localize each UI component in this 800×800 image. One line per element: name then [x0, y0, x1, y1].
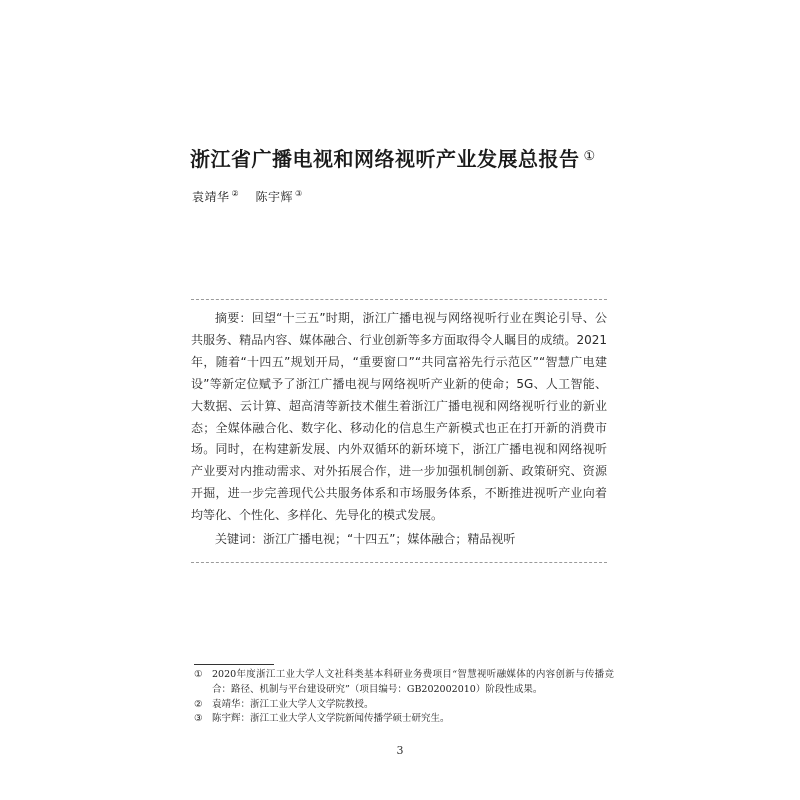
- abstract-bottom-divider: [191, 562, 607, 563]
- footnote-2: [194, 698, 614, 713]
- author-line: [192, 188, 303, 205]
- footnote-3-marker: ③: [194, 713, 203, 725]
- abstract-top-divider: [191, 299, 607, 300]
- footnote-1-marker: ①: [194, 669, 203, 680]
- abstract-paragraph: 摘要：回望“十三五”时期，浙江广播电视与网络视听行业在舆论引导、公共服务、精品内容、媒体融合、行业创新等多方面取得令人瞩目的成绩。2021年，随着“十四五”规划开局，“重要窗口”“共同富裕先行示范区”“智慧广电建设”等新定位赋予了浙江广播电视与网络视听产业新的使命；5G、人工智能、大数据、云计算、超高清等新技术催生着浙江广播电视和网络视听行业的新业态；全媒体融合化、数字化、移动化的信息生产新模式也正在打开新的消费市场。同时，在构建新发展、内外双循环的新环境下，浙江广播电视和网络视听产业要对内推动需求、对外拓展合作，进一步加强机制创新、政策研究、资源开掘，进一步完善现代公共服务体系和市场服务体系，不断推进视听产业向着均等化、个性化、多样化、先导化的模式发展。: [191, 311, 607, 523]
- abstract-block: [191, 308, 607, 527]
- article-title: [190, 143, 596, 172]
- footnote-separator: [194, 664, 274, 665]
- footnote-3-text: 陈宇辉：浙江工业大学人文学院新闻传播学硕士研究生。: [212, 713, 450, 725]
- author-1-name: 袁靖华: [192, 190, 230, 204]
- footnote-1: [194, 668, 614, 698]
- author-1: [192, 190, 239, 204]
- footnote-3: [194, 712, 614, 727]
- article-title-text: 浙江省广播电视和网络视听产业发展总报告: [190, 147, 580, 171]
- title-footnote-marker: ①: [583, 149, 596, 164]
- author-2: [256, 190, 303, 204]
- footnote-2-marker: ②: [194, 698, 203, 710]
- keywords-line: 关键词：浙江广播电视；“十四五”；媒体融合；精品视听: [215, 532, 516, 546]
- page-number: 3: [396, 744, 404, 757]
- footnotes: [194, 668, 614, 727]
- author-1-footnote-marker: ②: [231, 189, 240, 198]
- author-2-footnote-marker: ③: [295, 189, 303, 198]
- footnote-2-text: 袁靖华：浙江工业大学人文学院教授。: [212, 698, 374, 710]
- author-2-name: 陈宇辉: [255, 190, 294, 204]
- footnote-1-text: 2020年度浙江工业大学人文社科类基本科研业务费项目“智慧视听融媒体的内容创新与传播竞合：路径、机制与平台建设研究”（项目编号：GB202002010）阶段性成果。: [212, 669, 614, 695]
